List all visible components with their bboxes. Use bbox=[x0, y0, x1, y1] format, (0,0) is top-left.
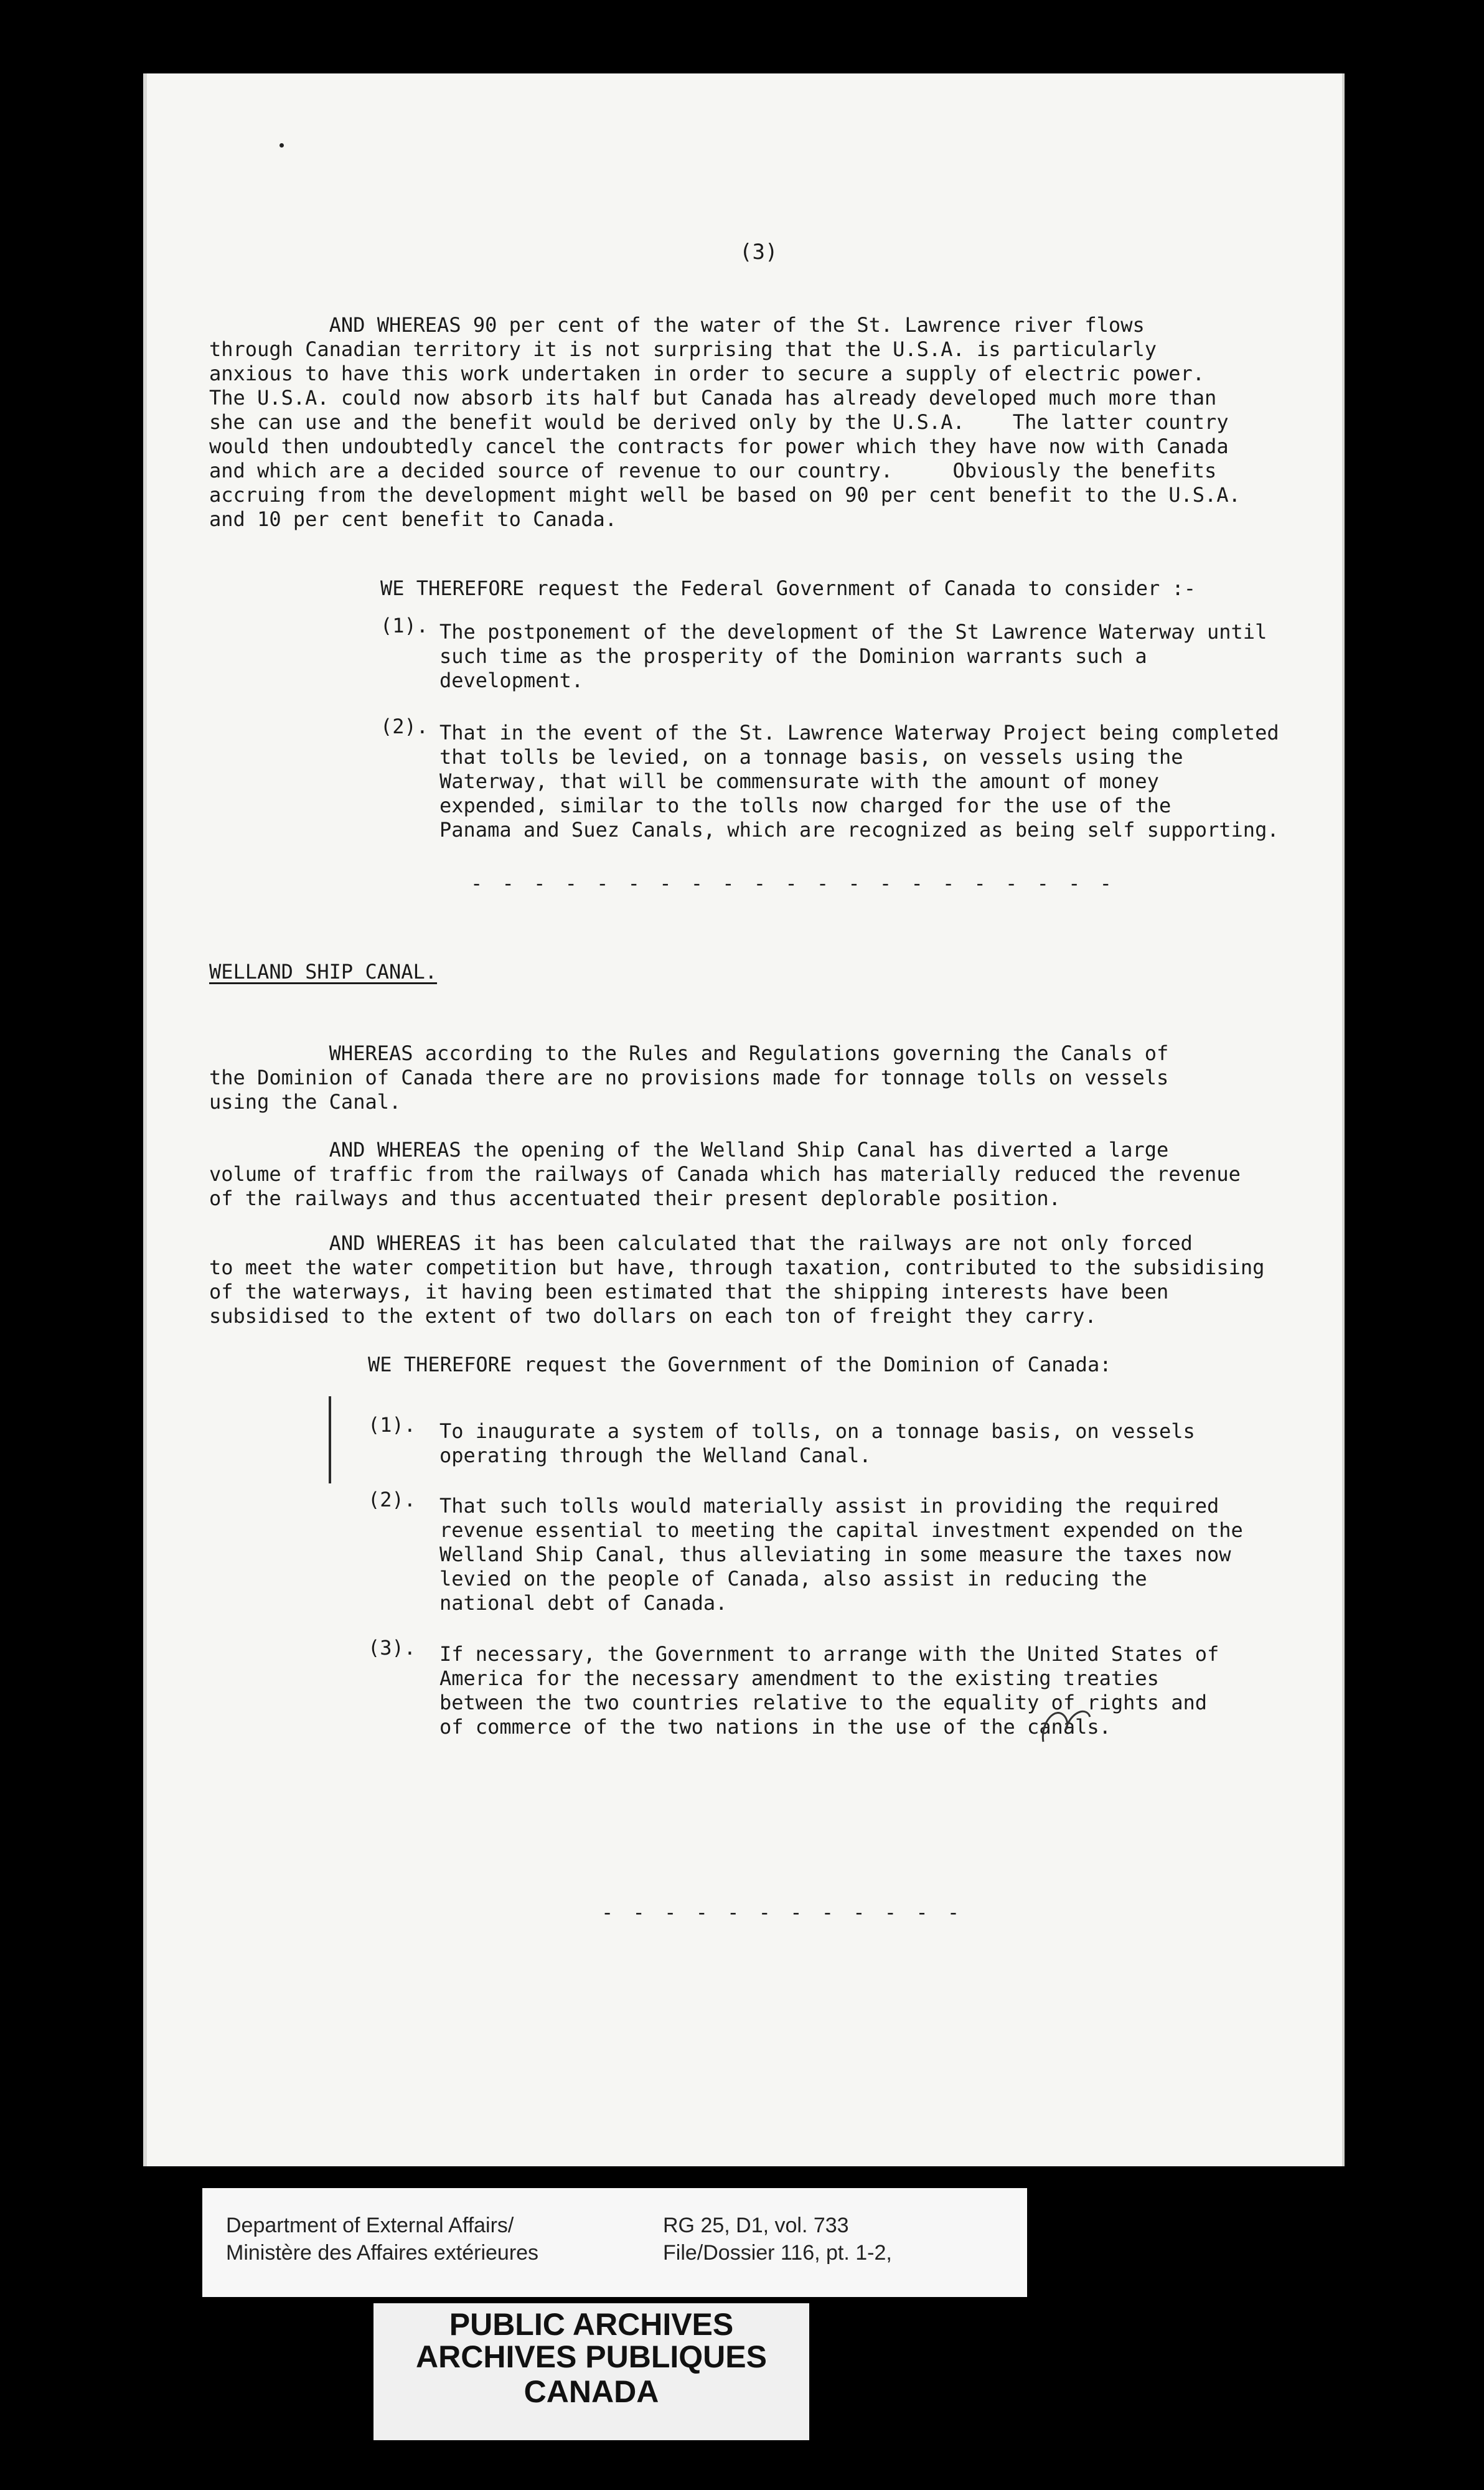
stamp-line-french: ARCHIVES PUBLIQUES bbox=[416, 2339, 767, 2374]
list-item-number: (1). bbox=[368, 1413, 416, 1437]
list-item-inaugurate-tolls: To inaugurate a system of tolls, on a tonnage basis, on vessels operating through the Welland Canal. bbox=[439, 1419, 1195, 1467]
list-item-revenue: That such tolls would materially assist in providing the required revenue essential to meeting the capital investment expended on the Welland Ship Canal, thus alleviating in some measure the taxes now levied on the people of Canada, also assist in reducing the national debt of Canada. bbox=[439, 1494, 1243, 1615]
list-item-postponement: The postponement of the development of the St Lawrence Waterway until such time as the prosperity of the Dominion warrants such a development. bbox=[439, 620, 1267, 692]
section-separator: - - - - - - - - - - - - - - - - - - - - - bbox=[471, 872, 1115, 895]
request-dominion-government: WE THEREFORE request the Government of the Dominion of Canada: bbox=[368, 1353, 1112, 1376]
document-page bbox=[143, 73, 1345, 2166]
list-item-treaties: If necessary, the Government to arrange with the United States of America for the necessary amendment to the existing treaties between the two countries relative to the equality of rights and of commerce of the two nations in the use of the canals. bbox=[439, 1642, 1219, 1739]
whereas-paragraph-taxation: AND WHEREAS it has been calculated that the railways are not only forced to meet the water competition but have, through taxation, contributed to the subsidising of the waterways, it having been estimated that the shipping interests have been subsidised to the extent of two dollars on each ton of freight they carry. bbox=[209, 1231, 1265, 1328]
whereas-paragraph-rules: WHEREAS according to the Rules and Regulations governing the Canals of the Dominion of Canada there are no provisions made for tonnage tolls on vessels using the Canal. bbox=[209, 1041, 1169, 1114]
speck-mark bbox=[279, 143, 284, 148]
whereas-paragraph-st-lawrence: AND WHEREAS 90 per cent of the water of the St. Lawrence river flows through Canadian territory it is not surprising that the U.S.A. is particularly anxious to have this work undertaken in order to secure a supply of electric power. The U.S.A. could now absorb its half but Canada has already developed much more than she can use and the benefit would be derived only by the U.S.A. The latter country would then undoubtedly cancel the contracts for power which they have now with Canada and which are a decided source of revenue to our country. Obviously the benefits accruing from the development might well be based on 90 per cent benefit to the U.S.A. and 10 per cent benefit to Canada. bbox=[209, 313, 1241, 531]
whereas-paragraph-traffic: AND WHEREAS the opening of the Welland Ship Canal has diverted a large volume of traffic from the railways of Canada which has materially reduced the revenue of the railways and thus accentuated their present deplorable position. bbox=[209, 1138, 1241, 1210]
list-item-number: (1). bbox=[380, 614, 429, 637]
stamp-line-canada: CANADA bbox=[524, 2374, 659, 2409]
department-french: Ministère des Affaires extérieures bbox=[226, 2241, 539, 2265]
department-name bbox=[226, 2212, 538, 2267]
archives-stamp bbox=[373, 2303, 809, 2440]
record-group bbox=[663, 2212, 892, 2267]
list-item-number: (2). bbox=[368, 1488, 416, 1511]
section-heading-welland: WELLAND SHIP CANAL. bbox=[209, 960, 438, 984]
file-dossier: File/Dossier 116, pt. 1-2, bbox=[663, 2241, 892, 2265]
margin-mark bbox=[329, 1396, 331, 1483]
list-item-tolls-st-lawrence: That in the event of the St. Lawrence Waterway Project being completed that tolls be levied, on a tonnage basis, on vessels using the Waterway, that will be commensurate with the amount of money expended, similar to the tolls now charged for the use of the Panama and Suez Canals, which are recognized as being self supporting. bbox=[439, 721, 1279, 842]
stamp-line-english: PUBLIC ARCHIVES bbox=[449, 2307, 734, 2342]
list-item-number: (3). bbox=[368, 1636, 416, 1660]
handwritten-mark bbox=[1037, 1698, 1093, 1748]
archive-reference-label bbox=[202, 2188, 1027, 2297]
department-english: Department of External Affairs/ bbox=[226, 2214, 514, 2237]
page-number: (3) bbox=[740, 240, 778, 265]
request-federal-government: WE THEREFORE request the Federal Government of Canada to consider :- bbox=[380, 576, 1196, 600]
section-separator: - - - - - - - - - - - - bbox=[601, 1900, 964, 1924]
record-group-volume: RG 25, D1, vol. 733 bbox=[663, 2214, 849, 2237]
list-item-number: (2). bbox=[380, 715, 429, 738]
